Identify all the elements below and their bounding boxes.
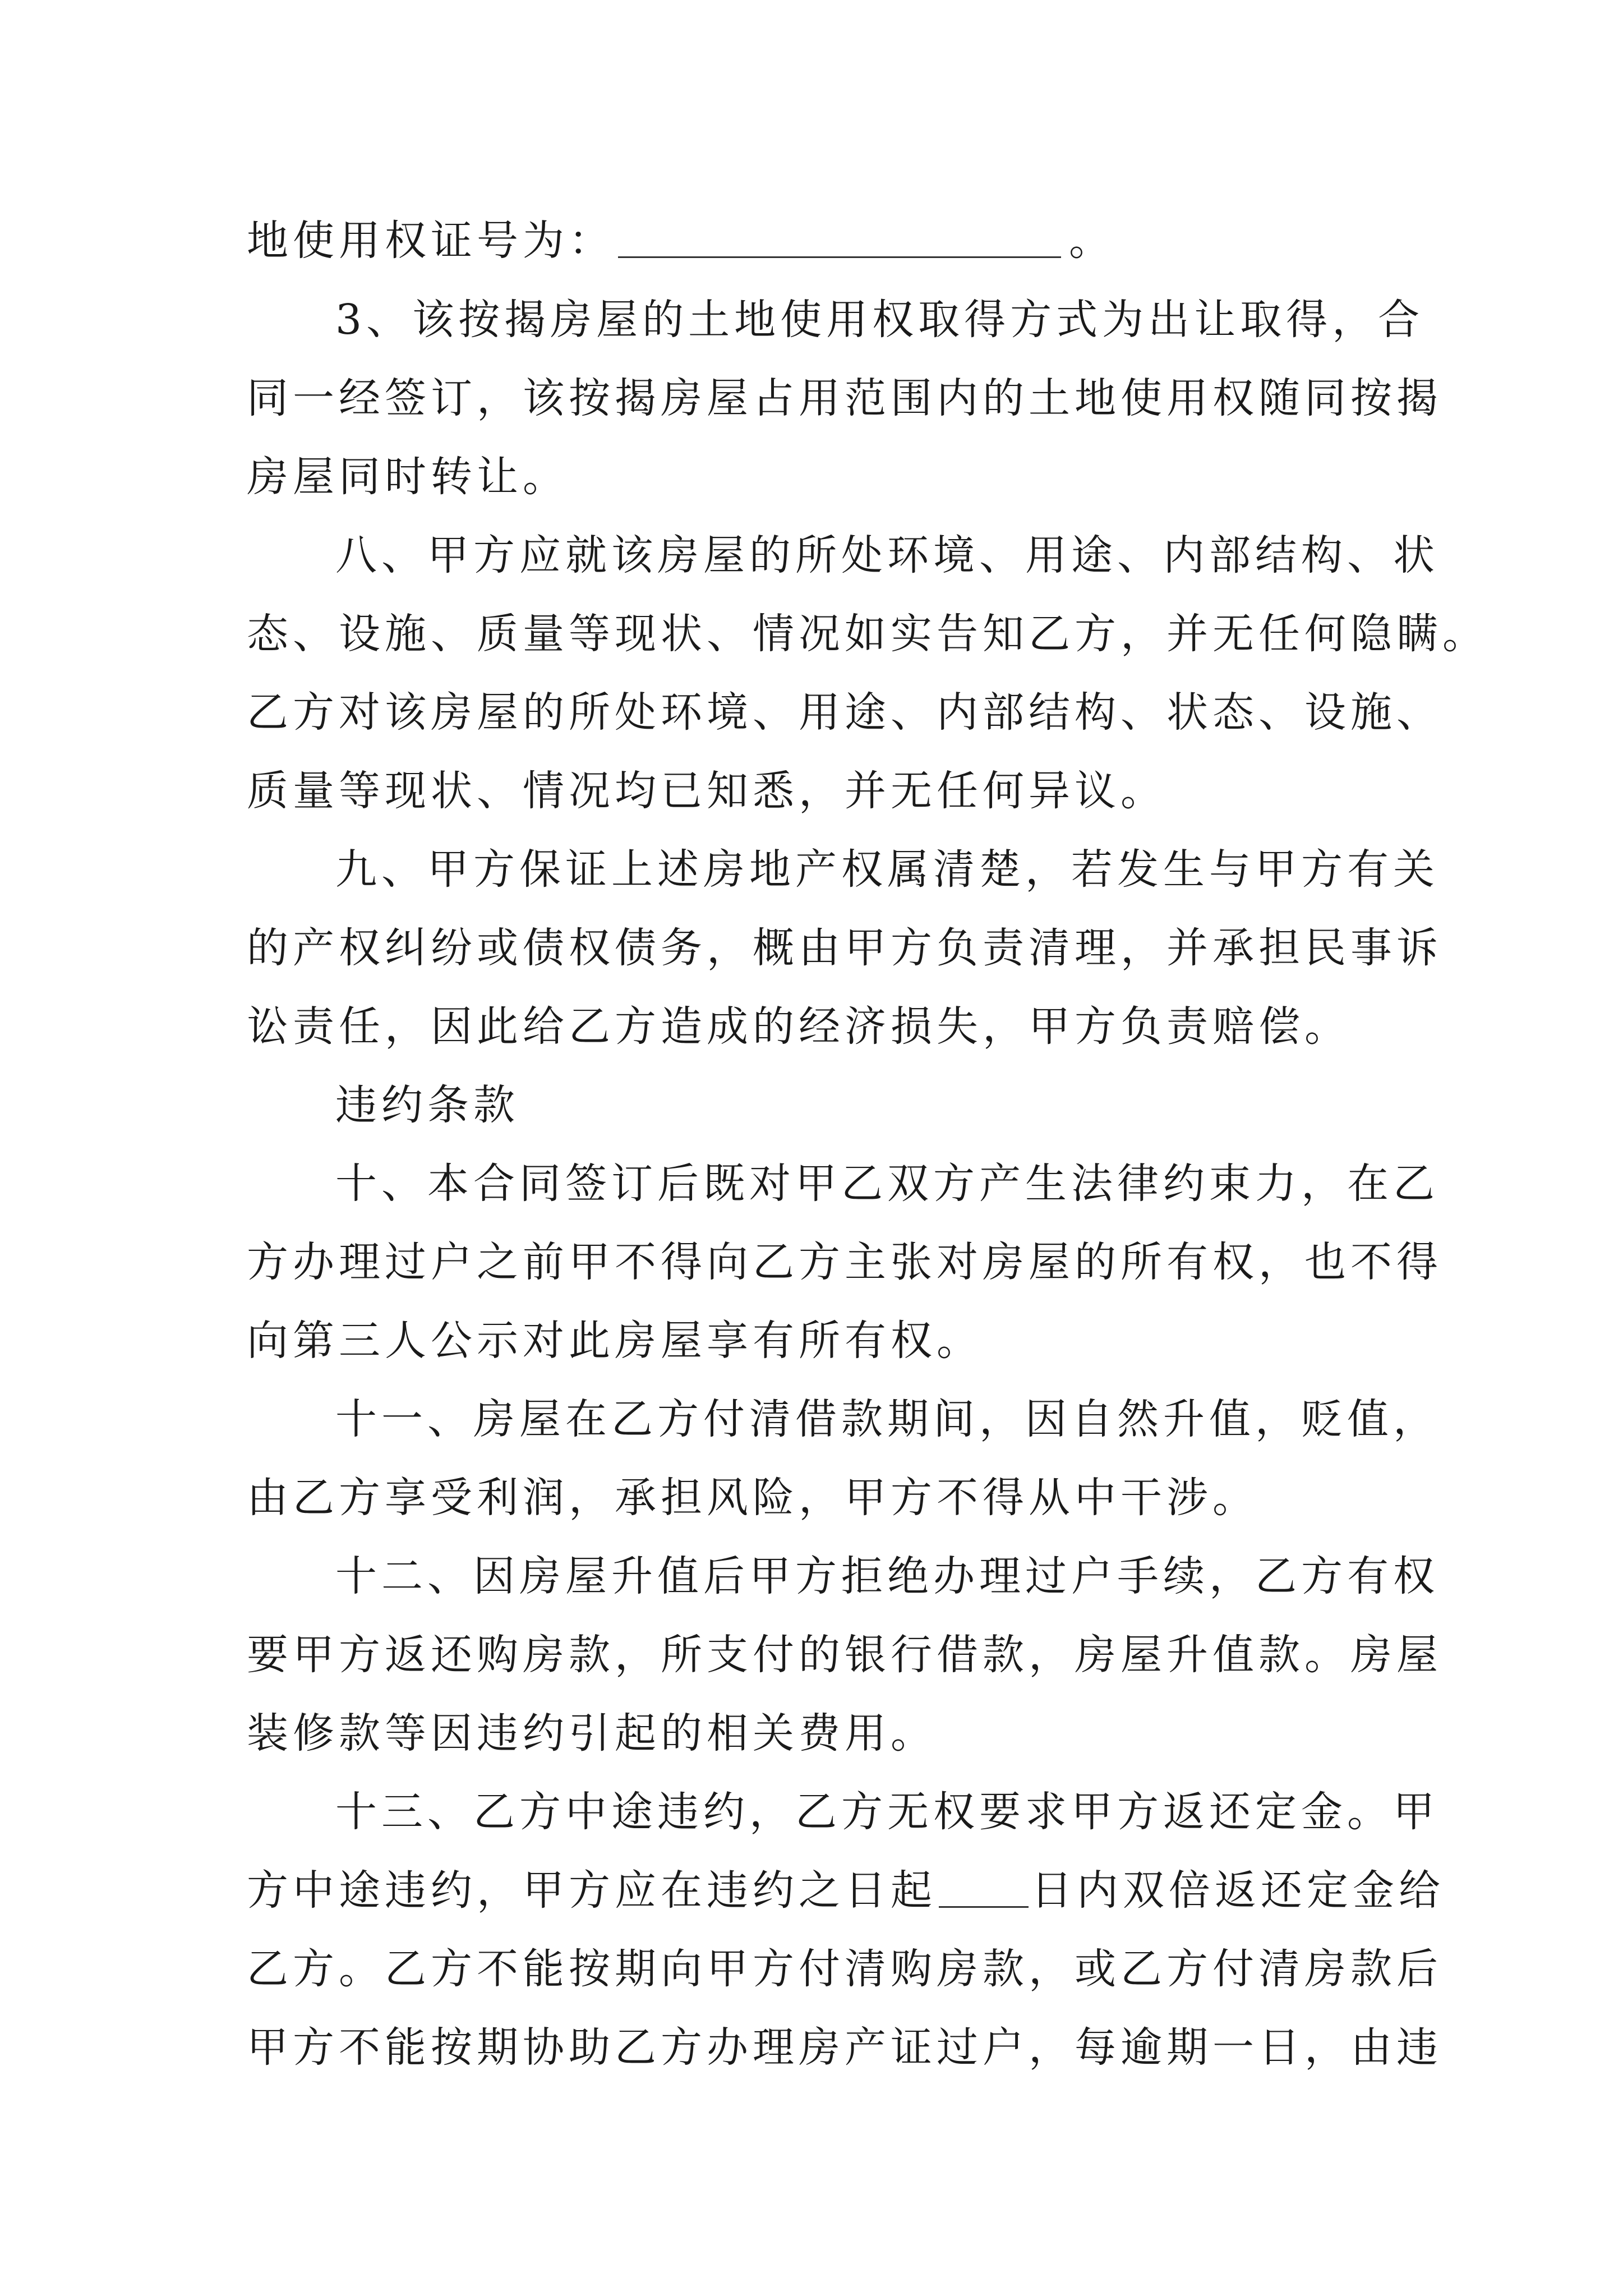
text-line: 乙方对该房屋的所处环境、用途、内部结构、状态、设施、: [247, 688, 1442, 737]
text-line: 十、本合同签订后既对甲乙双方产生法律约束力，在乙: [335, 1159, 1439, 1208]
text-line: 方办理过户之前甲不得向乙方主张对房屋的所有权，也不得: [247, 1238, 1442, 1286]
text-line: 十二、因房屋升值后甲方拒绝办理过户手续，乙方有权: [335, 1552, 1439, 1600]
days-blank: [939, 1872, 1029, 1908]
text-line: 讼责任，因此给乙方造成的经济损失，甲方负责赔偿。: [247, 1002, 1350, 1051]
text-line: 3、该按揭房屋的土地使用权取得方式为出让取得，合: [335, 296, 1424, 344]
land-cert-number-blank: [618, 223, 1061, 258]
text-line-days-blank: [247, 1860, 1445, 1921]
land-cert-label: 地使用权证号为：: [247, 217, 615, 265]
text-line: 质量等现状、情况均已知悉，并无任何异议。: [247, 767, 1166, 815]
text-line: 要甲方返还购房款，所支付的银行借款，房屋升值款。房屋: [247, 1631, 1442, 1679]
text-line: 装修款等因违约引起的相关费用。: [247, 1709, 937, 1757]
text-line: 向第三人公示对此房屋享有所有权。: [247, 1317, 983, 1365]
land-cert-period: 。: [1069, 217, 1115, 265]
text-line: 十一、房屋在乙方付清借款期间，因自然升值，贬值，: [335, 1395, 1439, 1443]
text-line: 的产权纠纷或债权债务，概由甲方负责清理，并承担民事诉: [247, 924, 1442, 972]
text-line: 八、甲方应就该房屋的所处环境、用途、内部结构、状: [335, 531, 1439, 579]
text-line: 房屋同时转让。: [247, 453, 569, 501]
text-line: 九、甲方保证上述房地产权属清楚，若发生与甲方有关: [335, 845, 1439, 894]
days-blank-suffix: 日内双倍返还定金给: [1031, 1866, 1445, 1915]
text-line: 乙方。乙方不能按期向甲方付清购房款，或乙方付清房款后: [247, 1945, 1442, 1993]
text-line: 十三、乙方中途违约，乙方无权要求甲方返还定金。甲: [335, 1788, 1439, 1836]
text-line: 态、设施、质量等现状、情况如实告知乙方，并无任何隐瞒。: [247, 610, 1488, 658]
section-heading: 违约条款: [335, 1081, 519, 1129]
text-line: 甲方不能按期协助乙方办理房产证过户，每逾期一日，由违: [247, 2023, 1442, 2072]
text-line: 同一经签订，该按揭房屋占用范围内的土地使用权随同按揭: [247, 374, 1442, 422]
days-blank-prefix: 方中途违约，甲方应在违约之日起: [247, 1866, 937, 1915]
text-line: 由乙方享受利润，承担风险，甲方不得从中干涉。: [247, 1474, 1258, 1522]
text-line-land-cert: [247, 210, 1115, 272]
